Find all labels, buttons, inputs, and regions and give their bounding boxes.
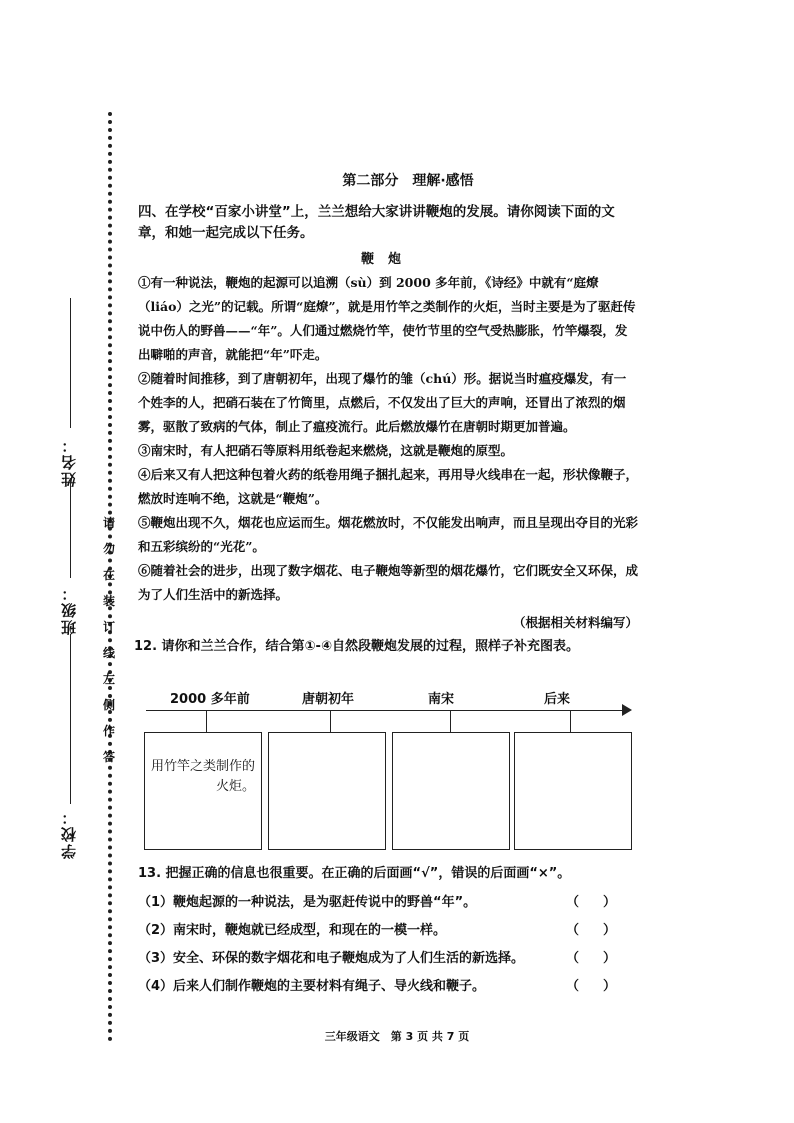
timeline-tick xyxy=(330,710,331,732)
timeline-label: 后来 xyxy=(544,692,571,707)
article-paragraph: ④后来又有人把这种包着火药的纸卷用绳子捆扎起来，再用导火线串在一起，形状像鞭子，燃放时连响不绝，这就是“鞭炮”。 xyxy=(138,467,639,506)
warning-char: 左 xyxy=(102,672,115,686)
article-paragraph: ⑤鞭炮出现不久，烟花也应运而生。烟花燃放时，不仅能发出响声，而且呈现出夺目的光彩和五彩缤纷的“光花”。 xyxy=(138,515,639,554)
timeline-axis xyxy=(146,710,628,711)
question-13 xyxy=(138,862,638,1005)
answer-box[interactable] xyxy=(514,732,632,850)
item-text: （4）后来人们制作鞭炮的主要材料有绳子、导火线和鞭子。 xyxy=(138,979,486,994)
item-text: （2）南宋时，鞭炮就已经成型，和现在的一模一样。 xyxy=(138,923,447,938)
article-paragraph: ③南宋时，有人把硝石等原料用纸卷起来燃烧，这就是鞭炮的原型。 xyxy=(138,443,514,458)
timeline-label: 唐朝初年 xyxy=(302,692,355,707)
timeline-tick xyxy=(570,710,571,732)
part-title: 第二部分 理解·感悟 xyxy=(342,173,474,189)
article-paragraph: ②随着时间推移，到了唐朝初年，出现了爆竹的雏（chú）形。据说当时瘟疫爆发，有一个姓李的人，把硝石装在了竹筒里，点燃后，不仅发出了巨大的声响，还冒出了浓烈的烟雾，驱散了致病的气体，制止了瘟疫流行。此后燃放爆竹在唐朝时期更加普遍。 xyxy=(138,371,627,434)
warning-char: 订 xyxy=(102,620,115,634)
warning-char: 装 xyxy=(102,594,115,608)
warning-char: 作 xyxy=(102,724,115,738)
question-13-prompt: 13. 把握正确的信息也很重要。在正确的后面画“√”，错误的后面画“×”。 xyxy=(138,866,571,881)
timeline-chart xyxy=(138,688,638,858)
arrow-right-icon xyxy=(622,704,632,716)
class-underline xyxy=(70,478,71,578)
true-false-item: （3）安全、环保的数字烟花和电子鞭炮成为了人们生活的新选择。 （ ） xyxy=(138,951,616,966)
name-underline xyxy=(70,298,71,428)
true-false-item: （4）后来人们制作鞭炮的主要材料有绳子、导火线和鞭子。 （ ） xyxy=(138,979,616,994)
timeline-label: 南宋 xyxy=(428,692,455,707)
answer-box[interactable] xyxy=(144,732,262,850)
answer-box[interactable] xyxy=(392,732,510,850)
school-label: 学校： xyxy=(60,808,78,859)
warning-char: 线 xyxy=(102,646,115,660)
name-label: 姓名： xyxy=(60,436,78,487)
article-title: 鞭炮 xyxy=(360,252,415,267)
warning-char: 请 xyxy=(102,516,115,530)
warning-char: 答 xyxy=(102,750,115,764)
question-12-prompt: 12. 请你和兰兰合作，结合第①-④自然段鞭炮发展的过程，照样子补充图表。 xyxy=(134,639,579,654)
answer-box[interactable] xyxy=(268,732,386,850)
class-label: 班级： xyxy=(60,584,78,635)
example-answer: 用竹竿之类制作的火炬。 xyxy=(151,759,256,794)
school-underline xyxy=(70,634,71,804)
article-paragraph: ⑥随着社会的进步，出现了数字烟花、电子鞭炮等新型的烟花爆竹，它们既安全又环保，成为了人们生活中的新选择。 xyxy=(138,563,639,602)
warning-char: 侧 xyxy=(102,698,115,712)
article-source: （根据相关材料编写） xyxy=(512,615,638,630)
warning-char: 勿 xyxy=(102,542,115,556)
timeline-label: 2000 多年前 xyxy=(170,692,250,707)
binding-warning xyxy=(100,510,118,770)
reading-section xyxy=(134,170,639,654)
true-false-item: （2）南宋时，鞭炮就已经成型，和现在的一模一样。 （ ） xyxy=(138,923,616,938)
true-false-item: （1）鞭炮起源的一种说法，是为驱赶传说中的野兽“年”。 （ ） xyxy=(138,895,616,910)
timeline-tick xyxy=(206,710,207,732)
question-4-intro: 四、在学校“百家小讲堂”上，兰兰想给大家讲讲鞭炮的发展。请你阅读下面的文章，和她一起完成以下任务。 xyxy=(138,204,615,241)
page-footer: 三年级语文 第 3 页 共 7 页 xyxy=(324,1030,470,1043)
item-text: （3）安全、环保的数字烟花和电子鞭炮成为了人们生活的新选择。 xyxy=(138,951,525,966)
article-paragraph: ①有一种说法，鞭炮的起源可以追溯（sù）到 2000 多年前，《诗经》中就有“庭燎（liáo）之光”的记载。所谓“庭燎”，就是用竹竿之类制作的火炬，当时主要是为了驱赶传说中伤人的野兽——“年”。人们通过燃烧竹竿，使竹节里的空气受热膨胀，竹竿爆裂，发出噼啪的声音，就能把“年”吓走。 xyxy=(138,275,636,362)
warning-char: 在 xyxy=(102,568,115,582)
item-text: （1）鞭炮起源的一种说法，是为驱赶传说中的野兽“年”。 xyxy=(138,895,477,910)
timeline-tick xyxy=(450,710,451,732)
